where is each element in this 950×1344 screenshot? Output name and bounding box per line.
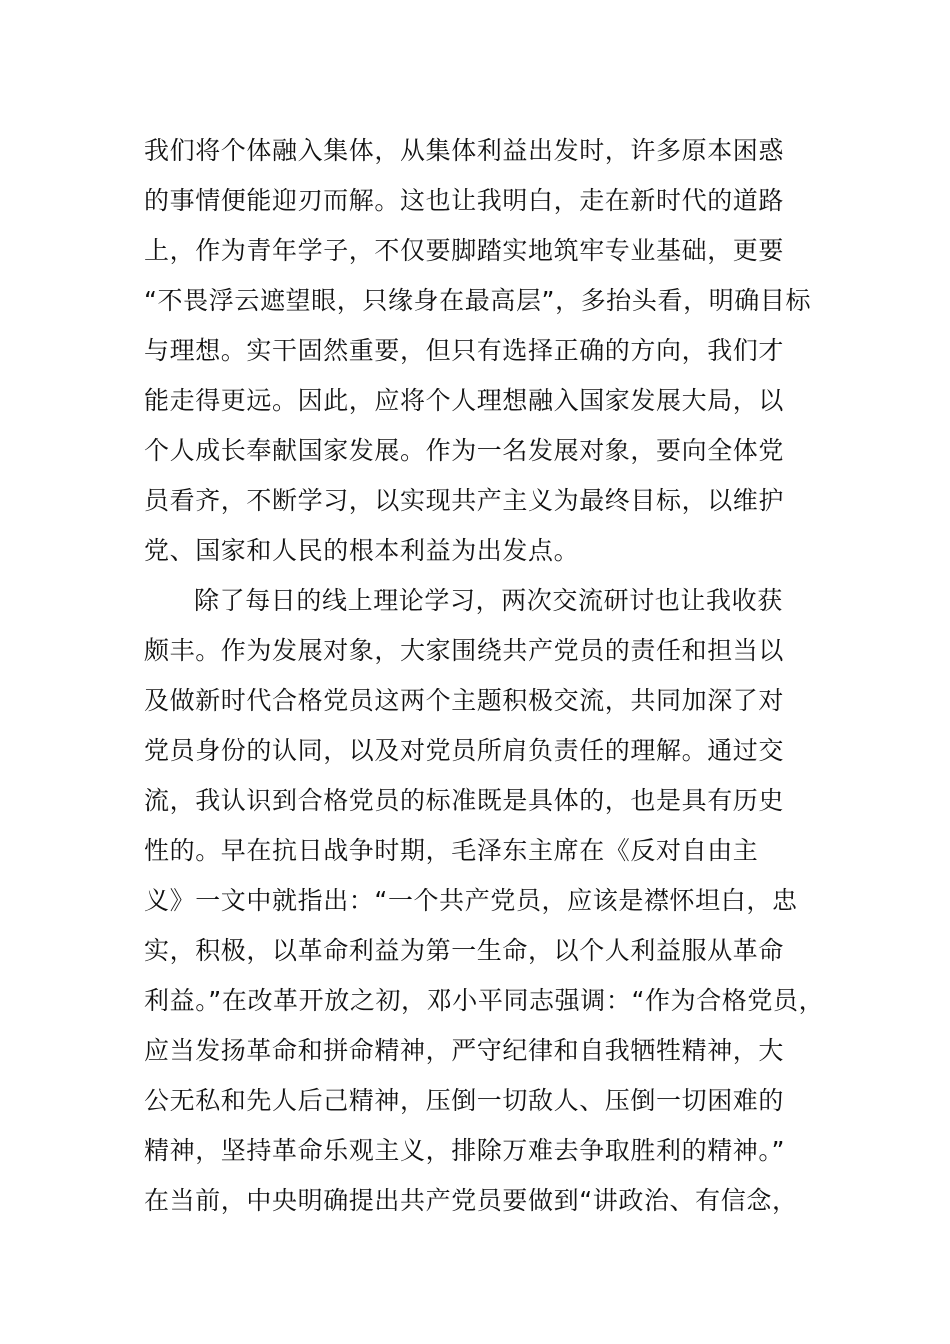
text-line: 个人成长奉献国家发展。作为一名发展对象，要向全体党: [144, 436, 785, 465]
text-line: 及做新时代合格党员这两个主题积极交流，共同加深了对: [144, 686, 785, 715]
text-line: 实，积极，以革命利益为第一生命，以个人利益服从革命: [144, 936, 785, 965]
paragraph-start-line: 除了每日的线上理论学习，两次交流研讨也让我收获: [194, 586, 783, 615]
text-line: 性的。早在抗日战争时期，毛泽东主席在《反对自由主: [144, 836, 759, 865]
text-line: 能走得更远。因此，应将个人理想融入国家发展大局，以: [144, 386, 785, 415]
text-line: 利益。”在改革开放之初，邓小平同志强调：“作为合格党员，: [144, 986, 825, 1015]
text-line: 我们将个体融入集体，从集体利益出发时，许多原本困惑: [144, 136, 785, 165]
text-line: 在当前，中央明确提出共产党员要做到“讲政治、有信念，: [144, 1186, 798, 1215]
text-line: 颇丰。作为发展对象，大家围绕共产党员的责任和担当以: [144, 636, 785, 665]
text-line: 公无私和先人后己精神，压倒一切敌人、压倒一切困难的: [144, 1086, 785, 1115]
text-line: 员看齐，不断学习，以实现共产主义为最终目标，以维护: [144, 486, 785, 515]
text-line: 应当发扬革命和拼命精神，严守纪律和自我牺牲精神，大: [144, 1036, 785, 1065]
text-line: 上，作为青年学子，不仅要脚踏实地筑牢专业基础，更要: [144, 236, 785, 265]
body-text: [144, 126, 844, 1226]
text-line: 党员身份的认同，以及对党员所肩负责任的理解。通过交: [144, 736, 785, 765]
text-line: 义》一文中就指出：“一个共产党员，应该是襟怀坦白，忠: [144, 886, 798, 915]
text-line: 与理想。实干固然重要，但只有选择正确的方向，我们才: [144, 336, 785, 365]
text-line: 的事情便能迎刃而解。这也让我明白，走在新时代的道路: [144, 186, 785, 215]
text-line: 流，我认识到合格党员的标准既是具体的，也是具有历史: [144, 786, 785, 815]
text-line: 精神，坚持革命乐观主义，排除万难去争取胜利的精神。”: [144, 1136, 786, 1165]
text-line: 党、国家和人民的根本利益为出发点。: [144, 536, 580, 565]
text-line: “不畏浮云遮望眼，只缘身在最高层”，多抬头看，明确目标: [144, 286, 812, 315]
